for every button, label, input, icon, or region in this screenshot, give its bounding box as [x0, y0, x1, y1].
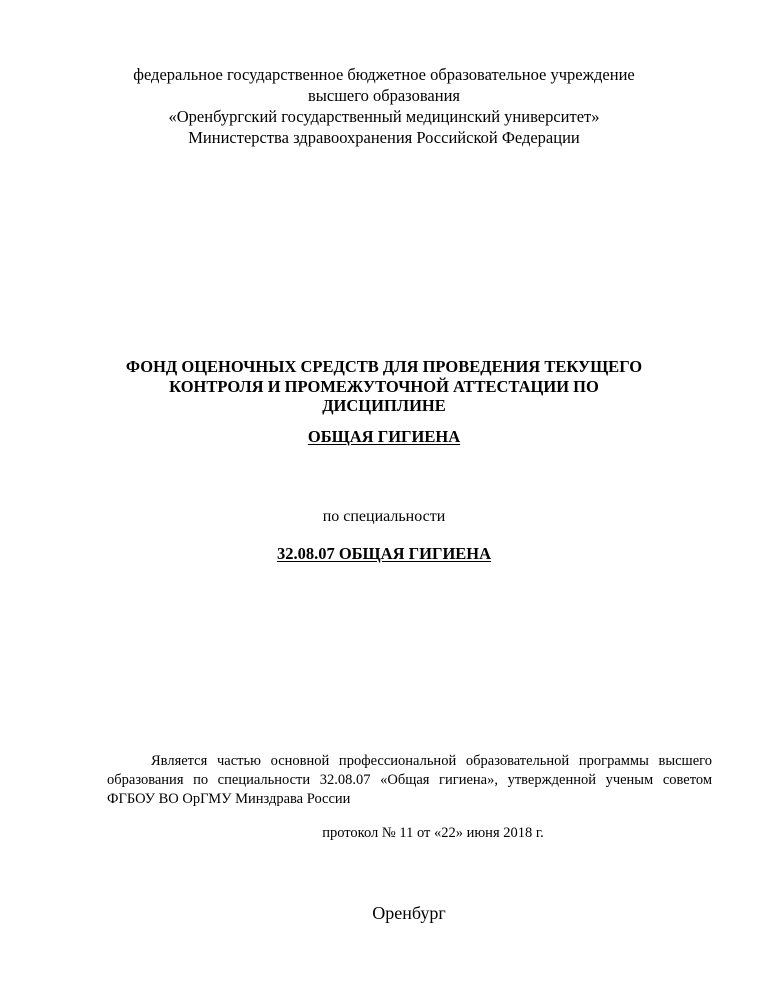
- header-line-institution-type: федеральное государственное бюджетное образовательное учреждение: [133, 65, 635, 84]
- document-title: [80, 357, 688, 416]
- discipline-name: [0, 426, 768, 448]
- specialty-code-text: 32.08.07 ОБЩАЯ ГИГИЕНА: [276, 544, 492, 563]
- document-title-line-2: КОНТРОЛЯ И ПРОМЕЖУТОЧНОЙ АТТЕСТАЦИИ ПО: [169, 376, 599, 396]
- header-line-education-level: высшего образования: [308, 86, 460, 105]
- document-title-line-1: ФОНД ОЦЕНОЧНЫХ СРЕДСТВ ДЛЯ ПРОВЕДЕНИЯ ТЕКУЩЕГО: [125, 357, 643, 376]
- header-line-university-name: «Оренбургский государственный медицинский университет»: [168, 107, 600, 126]
- city-name: Оренбург: [372, 903, 446, 923]
- program-note-paragraph: Является частью основной профессиональной образовательной программы высшего образования по специальности 32.08.07 «Общая гигиена», утвержденной ученым советом ФГБОУ ВО ОрГМУ Минздрава России: [107, 753, 712, 807]
- specialty-code: [0, 543, 768, 565]
- header-line-ministry: Министерства здравоохранения Российской Федерации: [188, 128, 580, 147]
- institution-header: [0, 64, 768, 148]
- specialty-label: по специальности: [322, 508, 446, 525]
- protocol-line: протокол № 11 от «22» июня 2018 г.: [322, 825, 544, 841]
- document-title-line-3: ДИСЦИПЛИНЕ: [322, 396, 446, 415]
- discipline-name-text: ОБЩАЯ ГИГИЕНА: [307, 427, 461, 446]
